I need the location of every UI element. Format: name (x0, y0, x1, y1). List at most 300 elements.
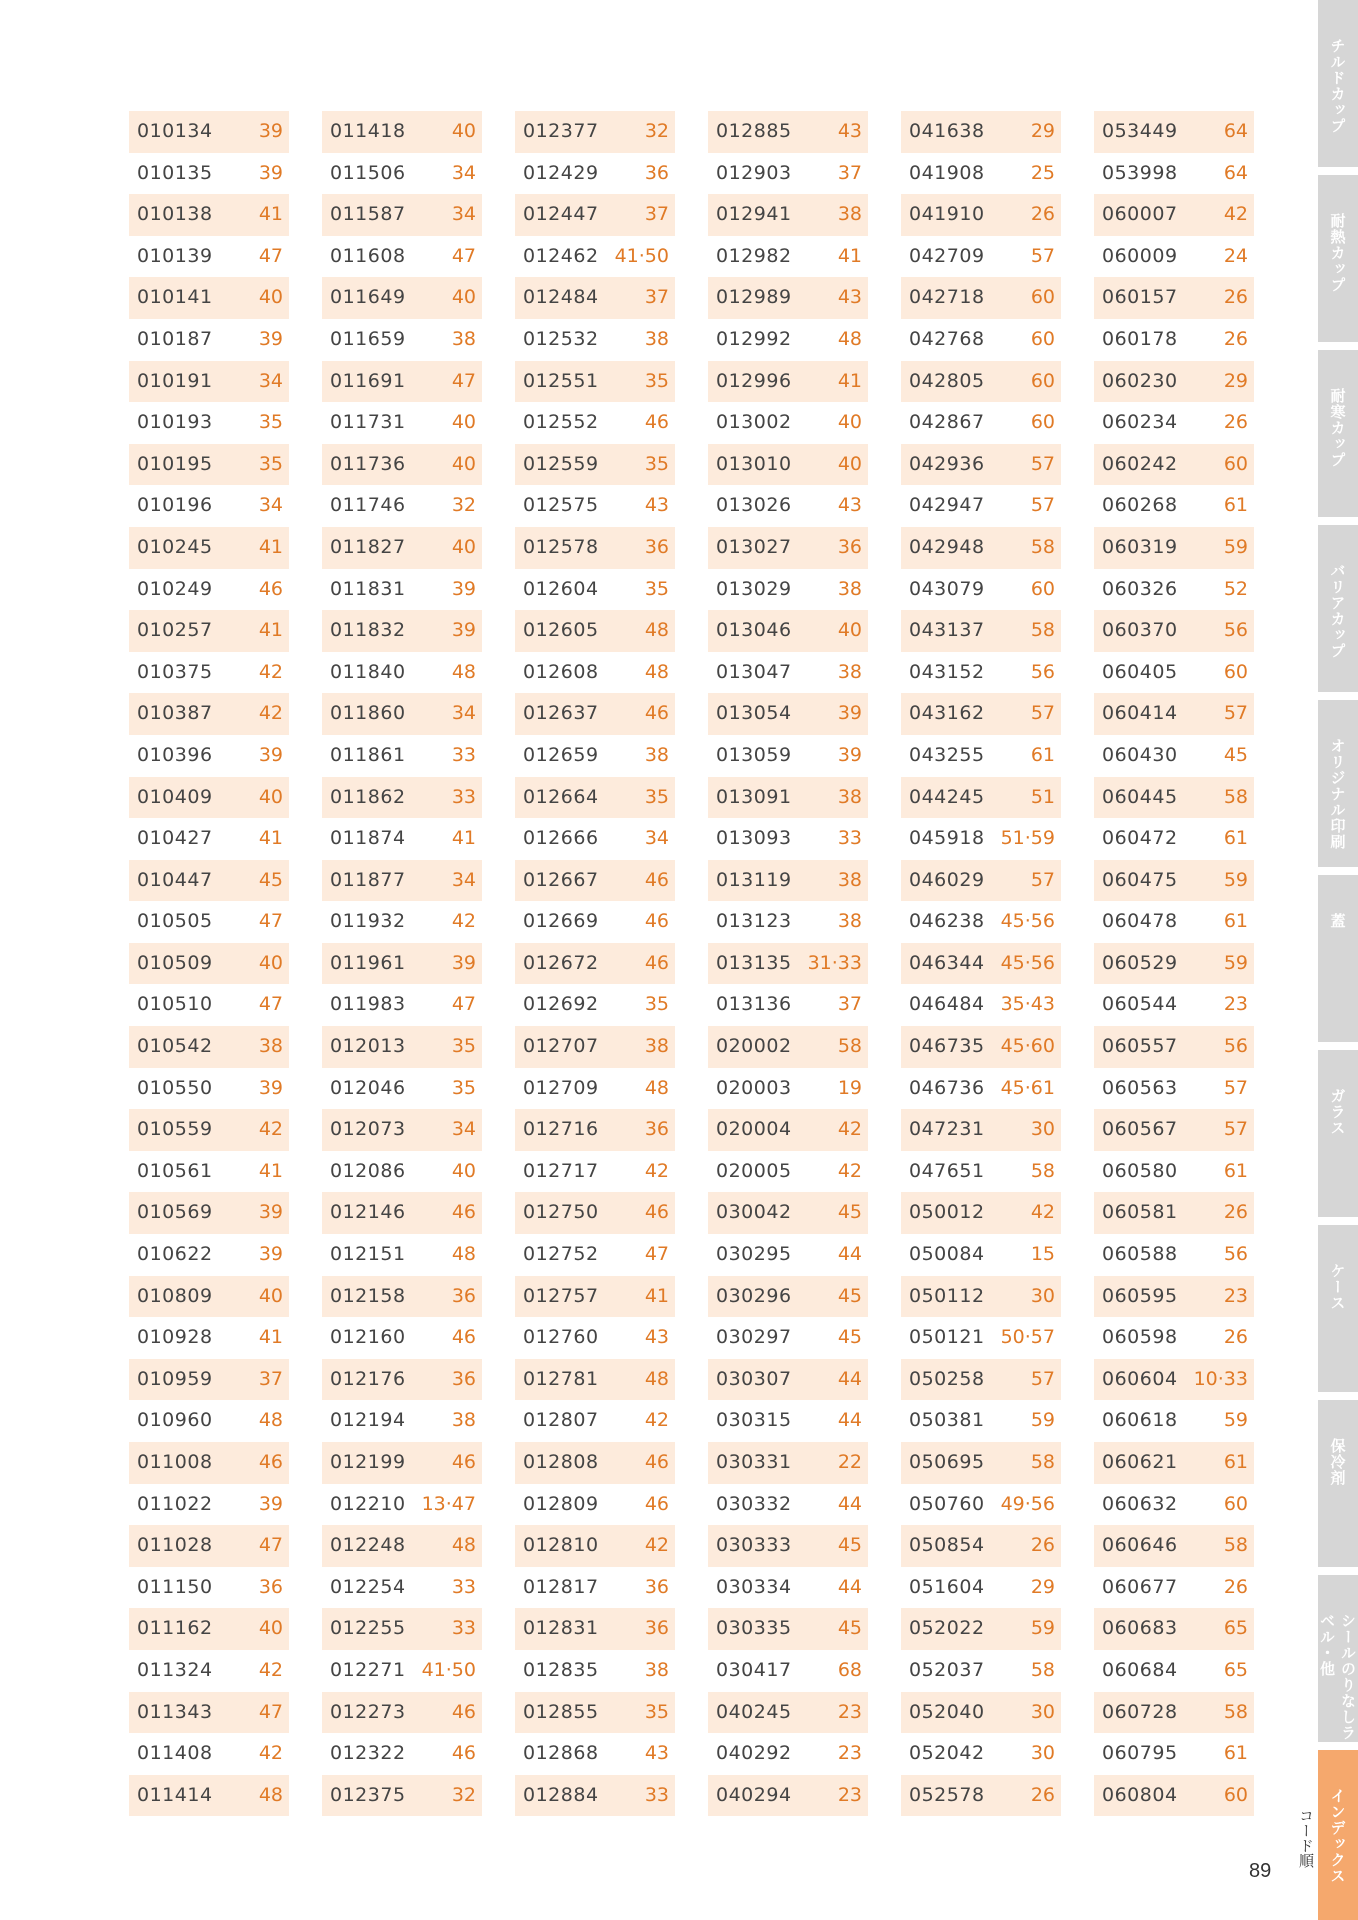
index-row (322, 1692, 482, 1734)
product-code: 012868 (523, 1742, 599, 1765)
product-code: 041638 (909, 120, 985, 142)
product-code: 042867 (909, 411, 985, 434)
product-code: 010249 (137, 577, 213, 600)
index-row (515, 1151, 675, 1193)
page-reference: 29 (1223, 369, 1248, 392)
product-code: 047651 (909, 1159, 985, 1182)
product-code: 020005 (716, 1159, 792, 1182)
page-reference: 57 (1030, 244, 1055, 267)
index-row (901, 402, 1061, 444)
page-reference: 44 (837, 1575, 862, 1598)
index-row (129, 1733, 289, 1775)
page-reference: 60 (1223, 1783, 1248, 1806)
page-reference: 37 (837, 161, 862, 184)
product-code: 013123 (716, 910, 792, 933)
index-row (1094, 1151, 1254, 1193)
index-row (1094, 693, 1254, 735)
index-row (129, 943, 289, 985)
product-code: 012013 (330, 1035, 406, 1058)
product-code: 012903 (716, 161, 792, 184)
product-code: 012669 (523, 910, 599, 933)
page-reference: 39 (258, 120, 283, 142)
page-reference: 38 (644, 327, 669, 350)
index-row (515, 610, 675, 652)
product-code: 030296 (716, 1284, 792, 1307)
index-row (322, 860, 482, 902)
product-code: 042768 (909, 327, 985, 350)
page-reference: 36 (644, 1617, 669, 1640)
product-code: 011874 (330, 827, 406, 850)
index-row (515, 1276, 675, 1318)
product-code: 060430 (1102, 743, 1178, 766)
product-code: 050112 (909, 1284, 985, 1307)
product-code: 010509 (137, 951, 213, 974)
index-row (901, 1192, 1061, 1234)
index-row (322, 1400, 482, 1442)
page-reference: 35 (258, 452, 283, 475)
index-row (901, 277, 1061, 319)
index-row (901, 777, 1061, 819)
product-code: 010196 (137, 494, 213, 517)
sidebar-tab[interactable] (1318, 350, 1358, 517)
product-code: 010191 (137, 369, 213, 392)
product-code: 012808 (523, 1451, 599, 1473)
index-row (708, 527, 868, 569)
page-reference: 60 (1030, 327, 1055, 350)
index-row (129, 901, 289, 943)
page-reference: 47 (258, 244, 283, 267)
index-row (322, 1442, 482, 1484)
index-row (322, 1234, 482, 1276)
index-row (901, 693, 1061, 735)
page-reference: 42 (1030, 1201, 1055, 1224)
product-code: 046238 (909, 910, 985, 933)
product-code: 060544 (1102, 993, 1178, 1016)
product-code: 010135 (137, 161, 213, 184)
index-row (901, 1650, 1061, 1692)
index-row (708, 1068, 868, 1110)
index-row (708, 1775, 868, 1817)
index-row (708, 1525, 868, 1567)
index-column (515, 111, 675, 1816)
product-code: 010387 (137, 702, 213, 725)
index-row (1094, 1026, 1254, 1068)
product-code: 060588 (1102, 1243, 1178, 1266)
product-code: 012941 (716, 203, 792, 226)
index-row (129, 1192, 289, 1234)
index-row (129, 277, 289, 319)
page-reference: 34 (451, 868, 476, 891)
product-code: 030335 (716, 1617, 792, 1640)
product-code: 060234 (1102, 411, 1178, 434)
index-row (1094, 1192, 1254, 1234)
product-code: 060445 (1102, 785, 1178, 808)
page-reference: 45 (837, 1201, 862, 1224)
index-row (901, 735, 1061, 777)
product-code: 030315 (716, 1409, 792, 1432)
index-row (322, 194, 482, 236)
page-reference: 42 (258, 1658, 283, 1681)
index-row (708, 1192, 868, 1234)
sidebar-tab-label: インデックス (1328, 1788, 1347, 1884)
page-reference: 39 (451, 951, 476, 974)
index-row (901, 361, 1061, 403)
product-code: 012855 (523, 1700, 599, 1723)
product-code: 046736 (909, 1076, 985, 1099)
product-code: 011028 (137, 1534, 213, 1557)
index-row (515, 111, 675, 153)
index-row (1094, 569, 1254, 611)
product-code: 012637 (523, 702, 599, 725)
index-row (1094, 1234, 1254, 1276)
index-row (708, 1151, 868, 1193)
product-code: 012672 (523, 951, 599, 974)
page-reference: 45·60 (1000, 1035, 1055, 1058)
sidebar-tab[interactable] (1318, 1750, 1358, 1920)
index-row (708, 1692, 868, 1734)
product-code: 010550 (137, 1076, 213, 1099)
product-code: 011022 (137, 1492, 213, 1515)
page-reference: 41 (451, 827, 476, 850)
product-code: 012750 (523, 1201, 599, 1224)
sidebar-tab-label: オリジナル印刷 (1328, 738, 1347, 850)
product-code: 013047 (716, 660, 792, 683)
page-reference: 57 (1030, 452, 1055, 475)
index-row (708, 610, 868, 652)
page-reference: 35 (644, 452, 669, 475)
product-code: 013002 (716, 411, 792, 434)
product-code: 043079 (909, 577, 985, 600)
page-reference: 36 (644, 1118, 669, 1141)
page-reference: 45 (837, 1617, 862, 1640)
page-reference: 57 (1030, 868, 1055, 891)
page-reference: 40 (837, 452, 862, 475)
page-reference: 33 (451, 1617, 476, 1640)
index-row (1094, 153, 1254, 195)
sidebar-tab[interactable] (1318, 1575, 1358, 1742)
page-reference: 36 (644, 535, 669, 558)
product-code: 060529 (1102, 951, 1178, 974)
product-code: 012194 (330, 1409, 406, 1432)
product-code: 011659 (330, 327, 406, 350)
product-code: 060567 (1102, 1118, 1178, 1141)
page-reference: 44 (837, 1367, 862, 1390)
index-row (515, 984, 675, 1026)
sidebar-tab[interactable] (1318, 1225, 1358, 1392)
product-code: 052578 (909, 1783, 985, 1806)
page-reference: 30 (1030, 1700, 1055, 1723)
product-code: 060581 (1102, 1201, 1178, 1224)
page-reference: 35·43 (1000, 993, 1055, 1016)
product-code: 011408 (137, 1742, 213, 1765)
index-row (901, 1733, 1061, 1775)
product-code: 010447 (137, 868, 213, 891)
page-reference: 45 (837, 1326, 862, 1349)
page-reference: 29 (1030, 1575, 1055, 1598)
product-code: 060319 (1102, 535, 1178, 558)
page-reference: 26 (1030, 1783, 1055, 1806)
sidebar-tab[interactable] (1318, 0, 1358, 167)
product-code: 052022 (909, 1617, 985, 1640)
page-reference: 36 (644, 1575, 669, 1598)
product-code: 060472 (1102, 827, 1178, 850)
index-row (515, 1359, 675, 1401)
product-code: 052037 (909, 1658, 985, 1681)
product-code: 010559 (137, 1118, 213, 1141)
product-code: 060157 (1102, 286, 1178, 309)
page-reference: 52 (1223, 577, 1248, 600)
page-number: 89 (1249, 1860, 1272, 1882)
page-reference: 46 (451, 1742, 476, 1765)
index-row (322, 1484, 482, 1526)
page-reference: 37 (258, 1367, 283, 1390)
product-code: 012484 (523, 286, 599, 309)
index-row (129, 860, 289, 902)
page-reference: 58 (1030, 1658, 1055, 1681)
page-reference: 45 (1223, 743, 1248, 766)
index-row (1094, 319, 1254, 361)
page-reference: 60 (1030, 411, 1055, 434)
product-code: 012146 (330, 1201, 406, 1224)
index-row (901, 901, 1061, 943)
index-row (901, 1109, 1061, 1151)
page-reference: 44 (837, 1409, 862, 1432)
page-reference: 38 (837, 785, 862, 808)
page-reference: 42 (644, 1534, 669, 1557)
index-row (1094, 402, 1254, 444)
index-row (708, 1276, 868, 1318)
page-reference: 56 (1223, 619, 1248, 642)
product-code: 010134 (137, 120, 213, 142)
index-row (129, 1650, 289, 1692)
index-column (1094, 111, 1254, 1816)
page-reference: 33 (837, 827, 862, 850)
page-reference: 35 (644, 993, 669, 1016)
index-row (901, 984, 1061, 1026)
index-row (1094, 236, 1254, 278)
sidebar-tab[interactable] (1318, 1050, 1358, 1217)
index-row (1094, 1567, 1254, 1609)
index-row (708, 818, 868, 860)
product-code: 010510 (137, 993, 213, 1016)
sidebar-tab-label: 耐寒カップ (1328, 388, 1347, 468)
index-row (708, 943, 868, 985)
product-code: 060684 (1102, 1658, 1178, 1681)
product-code: 060414 (1102, 702, 1178, 725)
product-code: 013135 (716, 951, 792, 974)
product-code: 047231 (909, 1118, 985, 1141)
page-reference: 23 (1223, 1284, 1248, 1307)
page-reference: 34 (451, 203, 476, 226)
index-row (129, 1525, 289, 1567)
index-row (515, 1733, 675, 1775)
product-code: 012210 (330, 1492, 406, 1515)
sidebar-tab-label: シールのりなしラベル・他 (1318, 1613, 1357, 1741)
page-reference: 43 (644, 1742, 669, 1765)
page-reference: 33 (644, 1783, 669, 1806)
product-code: 011162 (137, 1617, 213, 1640)
product-code: 012810 (523, 1534, 599, 1557)
product-code: 010138 (137, 203, 213, 226)
index-row (322, 1567, 482, 1609)
index-row (322, 1276, 482, 1318)
product-code: 013046 (716, 619, 792, 642)
product-code: 012199 (330, 1451, 406, 1473)
page-reference: 46 (644, 1492, 669, 1515)
index-row (515, 1068, 675, 1110)
sidebar-tab[interactable] (1318, 175, 1358, 342)
index-row (129, 610, 289, 652)
index-row (322, 1026, 482, 1068)
index-row (322, 402, 482, 444)
product-code: 010139 (137, 244, 213, 267)
page-reference: 32 (644, 120, 669, 142)
product-code: 013029 (716, 577, 792, 600)
sidebar-tab[interactable] (1318, 875, 1358, 1042)
page-reference: 60 (1223, 1492, 1248, 1515)
product-code: 012992 (716, 327, 792, 350)
product-code: 030334 (716, 1575, 792, 1598)
index-row (708, 1484, 868, 1526)
index-row (129, 1276, 289, 1318)
page-reference: 32 (451, 1783, 476, 1806)
page-reference: 40 (451, 535, 476, 558)
index-row (322, 984, 482, 1026)
index-row (901, 1442, 1061, 1484)
product-code: 011831 (330, 577, 406, 600)
index-row (515, 1484, 675, 1526)
product-code: 060007 (1102, 203, 1178, 226)
product-code: 012664 (523, 785, 599, 808)
product-code: 013093 (716, 827, 792, 850)
product-code: 060405 (1102, 660, 1178, 683)
index-row (515, 1317, 675, 1359)
page-reference: 46 (644, 910, 669, 933)
page-reference: 60 (1030, 577, 1055, 600)
page-reference: 38 (837, 577, 862, 600)
product-code: 012447 (523, 203, 599, 226)
page-reference: 23 (1223, 993, 1248, 1016)
page-reference: 38 (258, 1035, 283, 1058)
product-code: 050760 (909, 1492, 985, 1515)
product-code: 012254 (330, 1575, 406, 1598)
index-row (1094, 943, 1254, 985)
product-code: 011840 (330, 660, 406, 683)
sidebar-tab[interactable] (1318, 1400, 1358, 1567)
index-row (1094, 1484, 1254, 1526)
product-code: 012559 (523, 452, 599, 475)
product-code: 011827 (330, 535, 406, 558)
page-reference: 43 (644, 1326, 669, 1349)
product-code: 011691 (330, 369, 406, 392)
product-code: 046029 (909, 868, 985, 891)
page-reference: 41 (258, 203, 283, 226)
index-row (129, 1317, 289, 1359)
index-row (1094, 485, 1254, 527)
product-code: 050854 (909, 1534, 985, 1557)
page-reference: 46 (451, 1201, 476, 1224)
page-reference: 37 (644, 286, 669, 309)
product-code: 050121 (909, 1326, 985, 1349)
product-code: 011932 (330, 910, 406, 933)
product-code: 030307 (716, 1367, 792, 1390)
index-row (708, 1234, 868, 1276)
page-reference: 34 (451, 161, 476, 184)
index-row (515, 652, 675, 694)
product-code: 011008 (137, 1451, 213, 1473)
sidebar-tab[interactable] (1318, 700, 1358, 867)
product-code: 012375 (330, 1783, 406, 1806)
index-row (708, 361, 868, 403)
page-reference: 43 (644, 494, 669, 517)
index-row (129, 693, 289, 735)
index-row (322, 1733, 482, 1775)
product-code: 044245 (909, 785, 985, 808)
page-reference: 37 (837, 993, 862, 1016)
product-code: 012608 (523, 660, 599, 683)
sidebar-tab[interactable] (1318, 525, 1358, 692)
index-row (322, 1775, 482, 1817)
page-reference: 58 (837, 1035, 862, 1058)
index-row (708, 1650, 868, 1692)
index-row (901, 860, 1061, 902)
product-code: 010187 (137, 327, 213, 350)
product-code: 030042 (716, 1201, 792, 1224)
product-code: 010396 (137, 743, 213, 766)
page-reference: 47 (451, 993, 476, 1016)
index-row (322, 1650, 482, 1692)
page-reference: 47 (258, 1534, 283, 1557)
index-row (322, 610, 482, 652)
index-row (129, 1359, 289, 1401)
index-row (129, 1692, 289, 1734)
index-row (901, 1400, 1061, 1442)
page-reference: 51 (1030, 785, 1055, 808)
page-reference: 46 (644, 702, 669, 725)
index-row (901, 1276, 1061, 1318)
index-row (708, 444, 868, 486)
index-column (901, 111, 1061, 1816)
sidebar-tab-label: 耐熱カップ (1328, 213, 1347, 293)
index-row (515, 693, 675, 735)
page-reference: 40 (451, 286, 476, 309)
product-code: 060632 (1102, 1492, 1178, 1515)
page-reference: 60 (1030, 286, 1055, 309)
index-row (901, 1567, 1061, 1609)
page-reference: 34 (644, 827, 669, 850)
product-code: 060795 (1102, 1742, 1178, 1765)
index-row (1094, 1109, 1254, 1151)
sidebar-tab-label: ガラス (1328, 1088, 1347, 1136)
index-row (129, 984, 289, 1026)
page-reference: 39 (258, 1492, 283, 1515)
page-reference: 47 (644, 1243, 669, 1266)
page-reference: 61 (1223, 910, 1248, 933)
product-code: 012692 (523, 993, 599, 1016)
product-code: 010505 (137, 910, 213, 933)
index-row (322, 901, 482, 943)
product-code: 012707 (523, 1035, 599, 1058)
index-row (129, 1109, 289, 1151)
index-row (322, 1608, 482, 1650)
index-row (515, 194, 675, 236)
page-reference: 35 (451, 1035, 476, 1058)
page-reference: 46 (258, 577, 283, 600)
product-code: 012158 (330, 1284, 406, 1307)
product-code: 060009 (1102, 244, 1178, 267)
page-reference: 40 (258, 785, 283, 808)
product-code: 030332 (716, 1492, 792, 1515)
